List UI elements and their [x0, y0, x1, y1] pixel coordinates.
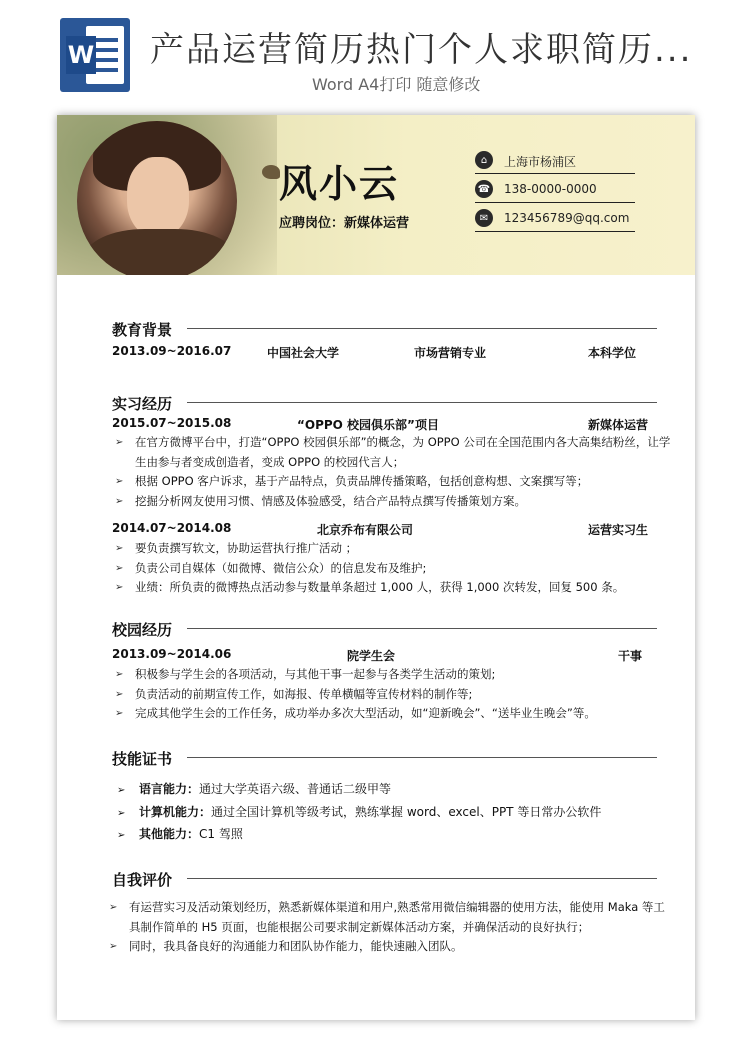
campus-org: 院学生会	[347, 649, 396, 663]
section-divider	[187, 402, 657, 403]
arrow-bullet-icon: ➢	[115, 437, 124, 448]
avatar-coat	[85, 229, 235, 275]
job-org: “OPPO 校园俱乐部”项目	[297, 418, 439, 432]
skill-item	[117, 780, 391, 797]
skill-item	[117, 803, 601, 820]
job-role: 新媒体运营	[588, 418, 649, 432]
bullet-text: 积极参与学生会的各项活动，与其他干事一起参与各类学生活动的策划;	[135, 667, 496, 681]
arrow-bullet-icon: ➢	[117, 808, 126, 819]
skill-label: 计算机能力：	[139, 805, 212, 819]
arrow-bullet-icon: ➢	[109, 941, 118, 952]
list-item	[115, 539, 675, 559]
bullet-text: 要负责撰写软文，协助运营执行推广活动 ；	[135, 541, 358, 555]
resume-sheet	[57, 115, 695, 1020]
arrow-bullet-icon: ➢	[117, 830, 126, 841]
campus-role: 干事	[618, 649, 643, 663]
word-icon-letter: W	[66, 36, 96, 74]
document-title: 产品运营简历热门个人求职简历...	[150, 30, 693, 70]
list-item	[109, 898, 669, 937]
job-date: 2015.07~2015.08	[112, 416, 232, 430]
bullet-text: 有运营实习及活动策划经历，熟悉新媒体渠道和用户,熟悉常用微信编辑器的使用方法，能使用 Maka 等工具制作简单的 H5 页面，也能根据公司要求制定新媒体活动方案，并确保活动的良好执行；	[129, 900, 665, 934]
section-title-internship: 实习经历	[112, 395, 173, 413]
section-divider	[187, 328, 657, 329]
campus-bullets	[115, 665, 675, 724]
avatar	[77, 121, 237, 275]
section-divider	[187, 628, 657, 629]
candidate-name: 风小云	[279, 162, 400, 206]
contact-text: 123456789@qq.com	[504, 211, 630, 225]
contact-text: 138-0000-0000	[504, 182, 597, 196]
section-title-education: 教育背景	[112, 321, 173, 339]
arrow-bullet-icon: ➢	[115, 669, 124, 680]
bullet-text: 在官方微博平台中，打造“OPPO 校园俱乐部”的概念，为 OPPO 公司在全国范围内各大高集结粉丝，让学生由参与者变成创造者，变成 OPPO 的校园代言人；	[135, 435, 671, 469]
section-title-campus: 校园经历	[112, 621, 173, 639]
bullet-text: 负责活动的前期宣传工作，如海报、传单横幅等宣传材料的制作等;	[135, 686, 473, 701]
bullet-text: 负责公司自媒体（如微博、微信公众）的信息发布及维护;	[135, 560, 427, 575]
education-date: 2013.09~2016.07	[112, 344, 232, 358]
job-role: 运营实习生	[588, 523, 649, 537]
arrow-bullet-icon: ➢	[109, 902, 118, 913]
top-banner	[0, 0, 750, 100]
campus-date: 2013.09~2014.06	[112, 647, 232, 661]
contact-address	[475, 151, 635, 174]
list-item	[109, 937, 669, 957]
self-evaluation-bullets	[109, 898, 669, 957]
location-icon: ⌂	[475, 151, 493, 169]
mail-icon: ✉	[475, 209, 493, 227]
phone-icon: ☎	[475, 180, 493, 198]
list-item	[115, 472, 675, 492]
skill-label: 其他能力：	[139, 827, 200, 841]
bullet-text: 挖掘分析网友使用习惯、情感及体验感受，结合产品特点撰写传播策划方案。	[135, 493, 526, 508]
list-item	[115, 685, 675, 705]
education-school: 中国社会大学	[267, 346, 340, 360]
word-icon	[60, 18, 130, 92]
skill-label: 语言能力：	[139, 782, 200, 796]
bullet-text: 根据 OPPO 客户诉求，基于产品特点，负责品牌传播策略，包括创意构想、文案撰写等；	[135, 474, 589, 488]
job-bullets	[115, 539, 675, 598]
contact-email	[475, 209, 635, 232]
position-applied: 应聘岗位：新媒体运营	[279, 216, 410, 231]
section-title-skills: 技能证书	[112, 750, 173, 768]
skill-text: 通过全国计算机等级考试，熟练掌握 word、excel、PPT 等日常办公软件	[211, 805, 602, 819]
contact-text: 上海市杨浦区	[504, 155, 577, 169]
bullet-text: 业绩：所负责的微博热点活动参与数量单条超过 1,000 人，获得 1,000 次转发，回复 500 条。	[135, 580, 625, 594]
list-item	[115, 433, 675, 472]
section-title-self-evaluation: 自我评价	[112, 871, 173, 889]
arrow-bullet-icon: ➢	[115, 476, 124, 487]
skill-text: 通过大学英语六级、普通话二级甲等	[199, 782, 392, 796]
list-item	[115, 704, 675, 724]
arrow-bullet-icon: ➢	[115, 688, 124, 700]
job-org: 北京乔布有限公司	[317, 523, 414, 537]
arrow-bullet-icon: ➢	[115, 495, 124, 507]
job-bullets	[115, 433, 675, 511]
document-subtitle: Word A4打印 随意修改	[312, 75, 481, 94]
job-date: 2014.07~2014.08	[112, 521, 232, 535]
section-divider	[187, 878, 657, 879]
bullet-text: 完成其他学生会的工作任务，成功举办多次大型活动，如“迎新晚会”、“送毕业生晚会”等。	[135, 706, 596, 720]
skill-text: C1 驾照	[199, 827, 243, 841]
list-item	[115, 492, 675, 512]
education-degree: 本科学位	[588, 346, 637, 360]
contact-phone	[475, 180, 635, 203]
skill-item	[117, 825, 243, 842]
arrow-bullet-icon: ➢	[115, 582, 124, 593]
education-major: 市场营销专业	[414, 346, 487, 360]
resume-header	[57, 115, 695, 275]
arrow-bullet-icon: ➢	[115, 708, 124, 719]
arrow-bullet-icon: ➢	[115, 562, 124, 574]
bird-decoration	[262, 165, 280, 179]
list-item	[115, 665, 675, 685]
section-divider	[187, 757, 657, 758]
list-item	[115, 578, 675, 598]
arrow-bullet-icon: ➢	[117, 785, 126, 796]
avatar-face	[127, 157, 189, 237]
bullet-text: 同时，我具备良好的沟通能力和团队协作能力，能快速融入团队。	[129, 939, 463, 953]
arrow-bullet-icon: ➢	[115, 543, 124, 554]
list-item	[115, 559, 675, 579]
